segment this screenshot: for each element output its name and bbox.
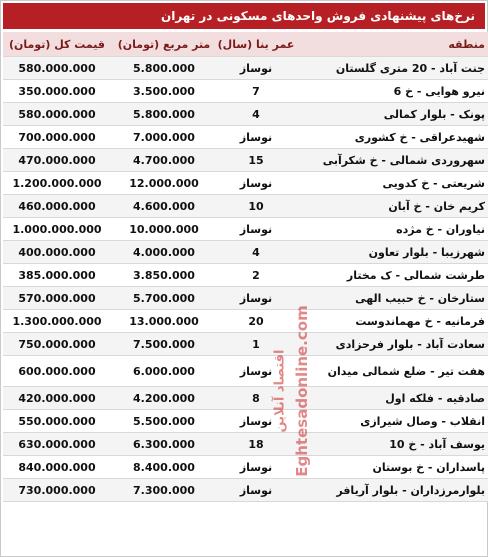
cell-total-price: 700.000.000 — [3, 126, 111, 149]
cell-price-per-meter: 7.500.000 — [111, 333, 217, 356]
cell-area: شهیدعراقی - خ کشوری — [295, 126, 488, 149]
cell-total-price: 1.300.000.000 — [3, 310, 111, 333]
cell-price-per-meter: 3.850.000 — [111, 264, 217, 287]
cell-total-price: 1.000.000.000 — [3, 218, 111, 241]
cell-age: نوساز — [217, 456, 295, 479]
cell-area: طرشت شمالی - ک مختار — [295, 264, 488, 287]
cell-area: پاسداران - خ بوستان — [295, 456, 488, 479]
cell-age: 1 — [217, 333, 295, 356]
cell-total-price: 550.000.000 — [3, 410, 111, 433]
header-total-price: قیمت کل (تومان) — [3, 32, 111, 57]
table-row — [3, 57, 488, 80]
cell-price-per-meter: 7.300.000 — [111, 479, 217, 502]
cell-price-per-meter: 5.800.000 — [111, 57, 217, 80]
cell-total-price: 840.000.000 — [3, 456, 111, 479]
table-row — [3, 433, 488, 456]
cell-price-per-meter: 4.600.000 — [111, 195, 217, 218]
table-row — [3, 410, 488, 433]
watermark-persian: اقتصاد آنلاین — [272, 349, 288, 433]
cell-area: جنت آباد - 20 متری گلستان — [295, 57, 488, 80]
table-row — [3, 241, 488, 264]
cell-total-price: 460.000.000 — [3, 195, 111, 218]
cell-total-price: 630.000.000 — [3, 433, 111, 456]
cell-age: نوساز — [217, 287, 295, 310]
cell-price-per-meter: 5.700.000 — [111, 287, 217, 310]
cell-price-per-meter: 4.700.000 — [111, 149, 217, 172]
cell-price-per-meter: 12.000.000 — [111, 172, 217, 195]
cell-age: نوساز — [217, 410, 295, 433]
cell-age: نوساز — [217, 172, 295, 195]
cell-total-price: 580.000.000 — [3, 57, 111, 80]
cell-price-per-meter: 3.500.000 — [111, 80, 217, 103]
cell-area: نیرو هوایی - خ 6 — [295, 80, 488, 103]
table-header-row — [3, 32, 488, 57]
table-row — [3, 80, 488, 103]
table-row — [3, 456, 488, 479]
header-price-per-meter: متر مربع (تومان) — [111, 32, 217, 57]
cell-price-per-meter: 10.000.000 — [111, 218, 217, 241]
cell-price-per-meter: 4.000.000 — [111, 241, 217, 264]
cell-age: نوساز — [217, 356, 295, 387]
table-row — [3, 264, 488, 287]
header-area: منطقه — [295, 32, 488, 57]
cell-total-price: 385.000.000 — [3, 264, 111, 287]
cell-age: 15 — [217, 149, 295, 172]
table-row — [3, 126, 488, 149]
table-row — [3, 103, 488, 126]
cell-area: ستارخان - خ حبیب الهی — [295, 287, 488, 310]
table-row — [3, 310, 488, 333]
cell-price-per-meter: 6.300.000 — [111, 433, 217, 456]
cell-area: شهرزیبا - بلوار تعاون — [295, 241, 488, 264]
cell-total-price: 420.000.000 — [3, 387, 111, 410]
cell-total-price: 470.000.000 — [3, 149, 111, 172]
cell-price-per-meter: 7.000.000 — [111, 126, 217, 149]
cell-total-price: 730.000.000 — [3, 479, 111, 502]
cell-total-price: 600.000.000 — [3, 356, 111, 387]
table-row — [3, 172, 488, 195]
cell-area: انقلاب - وصال شیرازی — [295, 410, 488, 433]
cell-area: نیاوران - خ مژده — [295, 218, 488, 241]
cell-area: یوسف آباد - خ 10 — [295, 433, 488, 456]
cell-price-per-meter: 13.000.000 — [111, 310, 217, 333]
cell-age: 8 — [217, 387, 295, 410]
cell-price-per-meter: 6.000.000 — [111, 356, 217, 387]
cell-price-per-meter: 5.800.000 — [111, 103, 217, 126]
cell-price-per-meter: 5.500.000 — [111, 410, 217, 433]
table-row — [3, 149, 488, 172]
cell-age: نوساز — [217, 57, 295, 80]
cell-area: بلوارمرزداران - بلوار آریافر — [295, 479, 488, 502]
watermark-url: Eghtesadonline.com — [293, 305, 311, 477]
cell-total-price: 570.000.000 — [3, 287, 111, 310]
cell-total-price: 400.000.000 — [3, 241, 111, 264]
cell-age: 18 — [217, 433, 295, 456]
cell-area: کریم خان - خ آبان — [295, 195, 488, 218]
cell-age: 10 — [217, 195, 295, 218]
cell-age: نوساز — [217, 479, 295, 502]
header-age: عمر بنا (سال) — [217, 32, 295, 57]
table-row — [3, 333, 488, 356]
cell-total-price: 580.000.000 — [3, 103, 111, 126]
table-row — [3, 356, 488, 387]
cell-age: نوساز — [217, 218, 295, 241]
table-row — [3, 195, 488, 218]
cell-age: 4 — [217, 241, 295, 264]
cell-total-price: 750.000.000 — [3, 333, 111, 356]
cell-area: شریعتی - خ کدویی — [295, 172, 488, 195]
cell-total-price: 350.000.000 — [3, 80, 111, 103]
cell-area: هفت تیر - ضلع شمالی میدان — [295, 356, 488, 387]
cell-area: فرمانیه - خ مهماندوست — [295, 310, 488, 333]
cell-total-price: 1.200.000.000 — [3, 172, 111, 195]
table-row — [3, 479, 488, 502]
table-row — [3, 287, 488, 310]
table-title: نرخ‌های پیشنهادی فروش واحدهای مسکونی در تهران — [3, 3, 485, 29]
cell-age: 4 — [217, 103, 295, 126]
cell-age: 7 — [217, 80, 295, 103]
cell-area: پونک - بلوار کمالی — [295, 103, 488, 126]
cell-area: سعادت آباد - بلوار فرحزادی — [295, 333, 488, 356]
cell-area: صادقیه - فلکه اول — [295, 387, 488, 410]
cell-age: 20 — [217, 310, 295, 333]
cell-area: سهروردی شمالی - خ شکرآبی — [295, 149, 488, 172]
cell-price-per-meter: 8.400.000 — [111, 456, 217, 479]
cell-age: 2 — [217, 264, 295, 287]
price-table — [3, 32, 488, 502]
table-row — [3, 218, 488, 241]
cell-age: نوساز — [217, 126, 295, 149]
table-row — [3, 387, 488, 410]
cell-price-per-meter: 4.200.000 — [111, 387, 217, 410]
